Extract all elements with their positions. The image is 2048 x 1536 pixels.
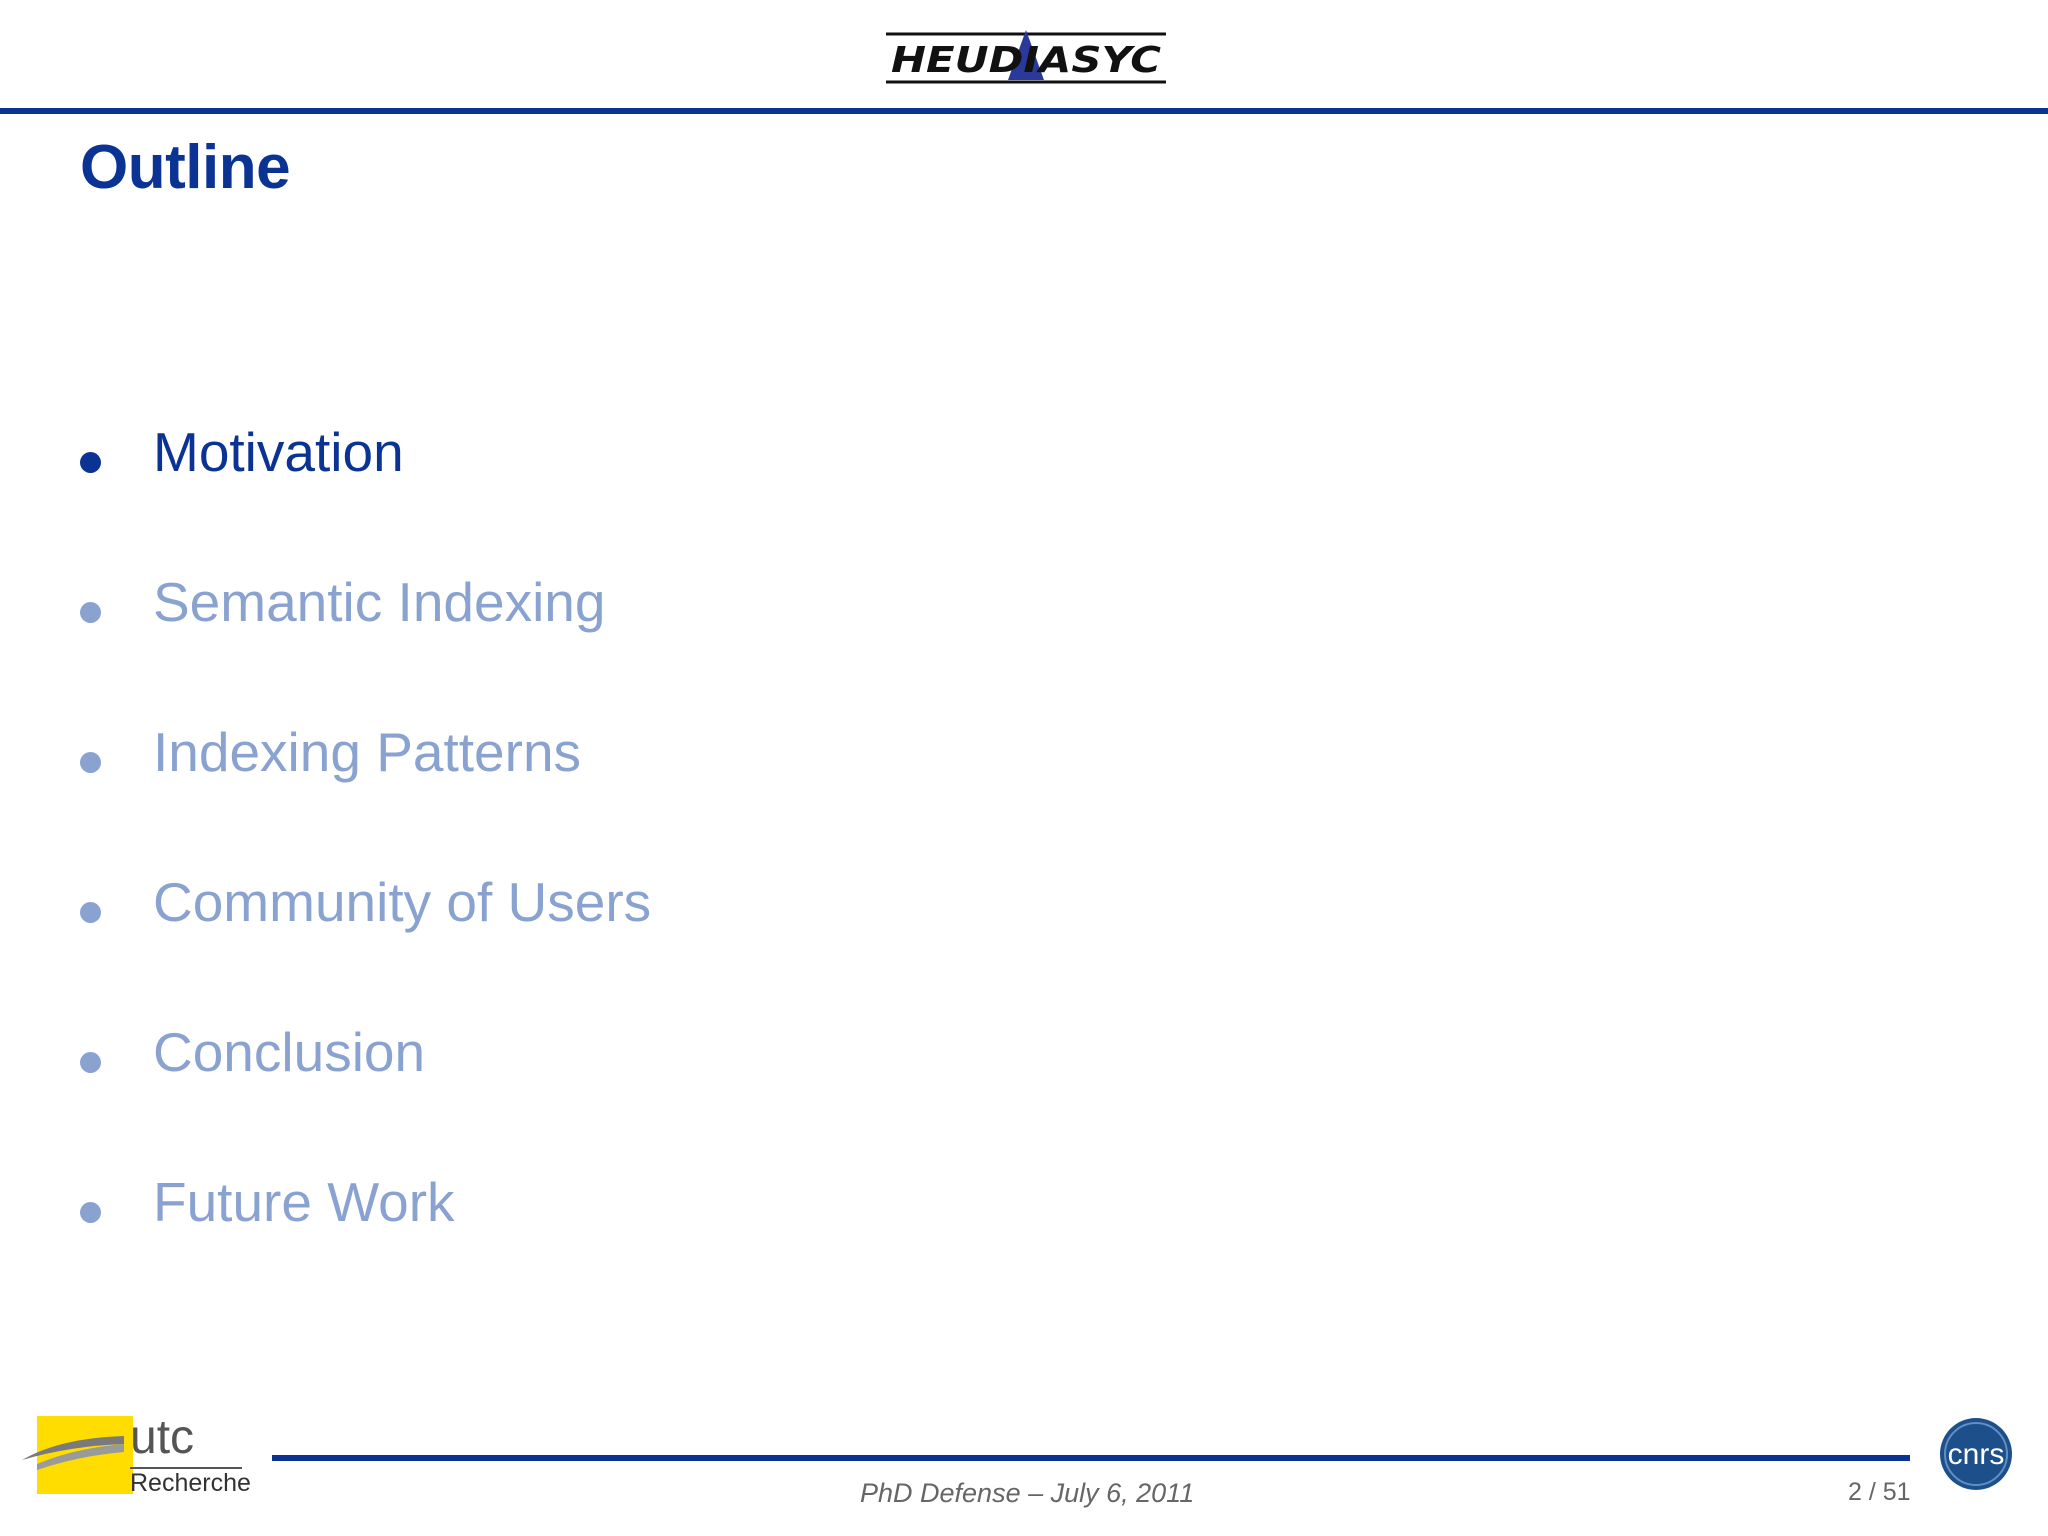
bullet-icon bbox=[80, 1052, 101, 1073]
bullet-icon bbox=[80, 452, 101, 473]
footer-rule bbox=[272, 1455, 1910, 1461]
outline-item-semantic-indexing bbox=[80, 530, 651, 680]
outline-item-label: Conclusion bbox=[153, 1020, 426, 1083]
cnrs-logo-text: cnrs bbox=[1947, 1438, 2005, 1471]
outline-item-label: Community of Users bbox=[153, 870, 652, 933]
outline-item-community-of-users bbox=[80, 830, 651, 980]
slide-title: Outline bbox=[80, 133, 291, 202]
heudiasyc-logo bbox=[880, 26, 1172, 88]
utc-logo-subtitle: Recherche bbox=[130, 1469, 251, 1497]
outline-item-label: Future Work bbox=[153, 1170, 455, 1233]
outline-item-label: Motivation bbox=[153, 420, 404, 483]
bullet-icon bbox=[80, 1202, 101, 1223]
outline-list bbox=[80, 380, 651, 1280]
bullet-icon bbox=[80, 752, 101, 773]
outline-item-future-work bbox=[80, 1130, 651, 1280]
outline-item-conclusion bbox=[80, 980, 651, 1130]
presentation-info: PhD Defense – July 6, 2011 bbox=[860, 1478, 1195, 1508]
utc-logo-text: utc bbox=[130, 1411, 195, 1464]
page-number: 2 / 51 bbox=[1848, 1478, 1911, 1506]
bullet-icon bbox=[80, 902, 101, 923]
outline-item-indexing-patterns bbox=[80, 680, 651, 830]
bullet-icon bbox=[80, 602, 101, 623]
outline-item-motivation bbox=[80, 380, 651, 530]
header-rule bbox=[0, 108, 2048, 114]
outline-item-label: Semantic Indexing bbox=[153, 570, 606, 633]
outline-item-label: Indexing Patterns bbox=[153, 720, 582, 783]
heudiasyc-logo-wordmark: HEUDIASYC bbox=[891, 40, 1162, 81]
cnrs-logo-icon bbox=[1938, 1416, 2014, 1492]
